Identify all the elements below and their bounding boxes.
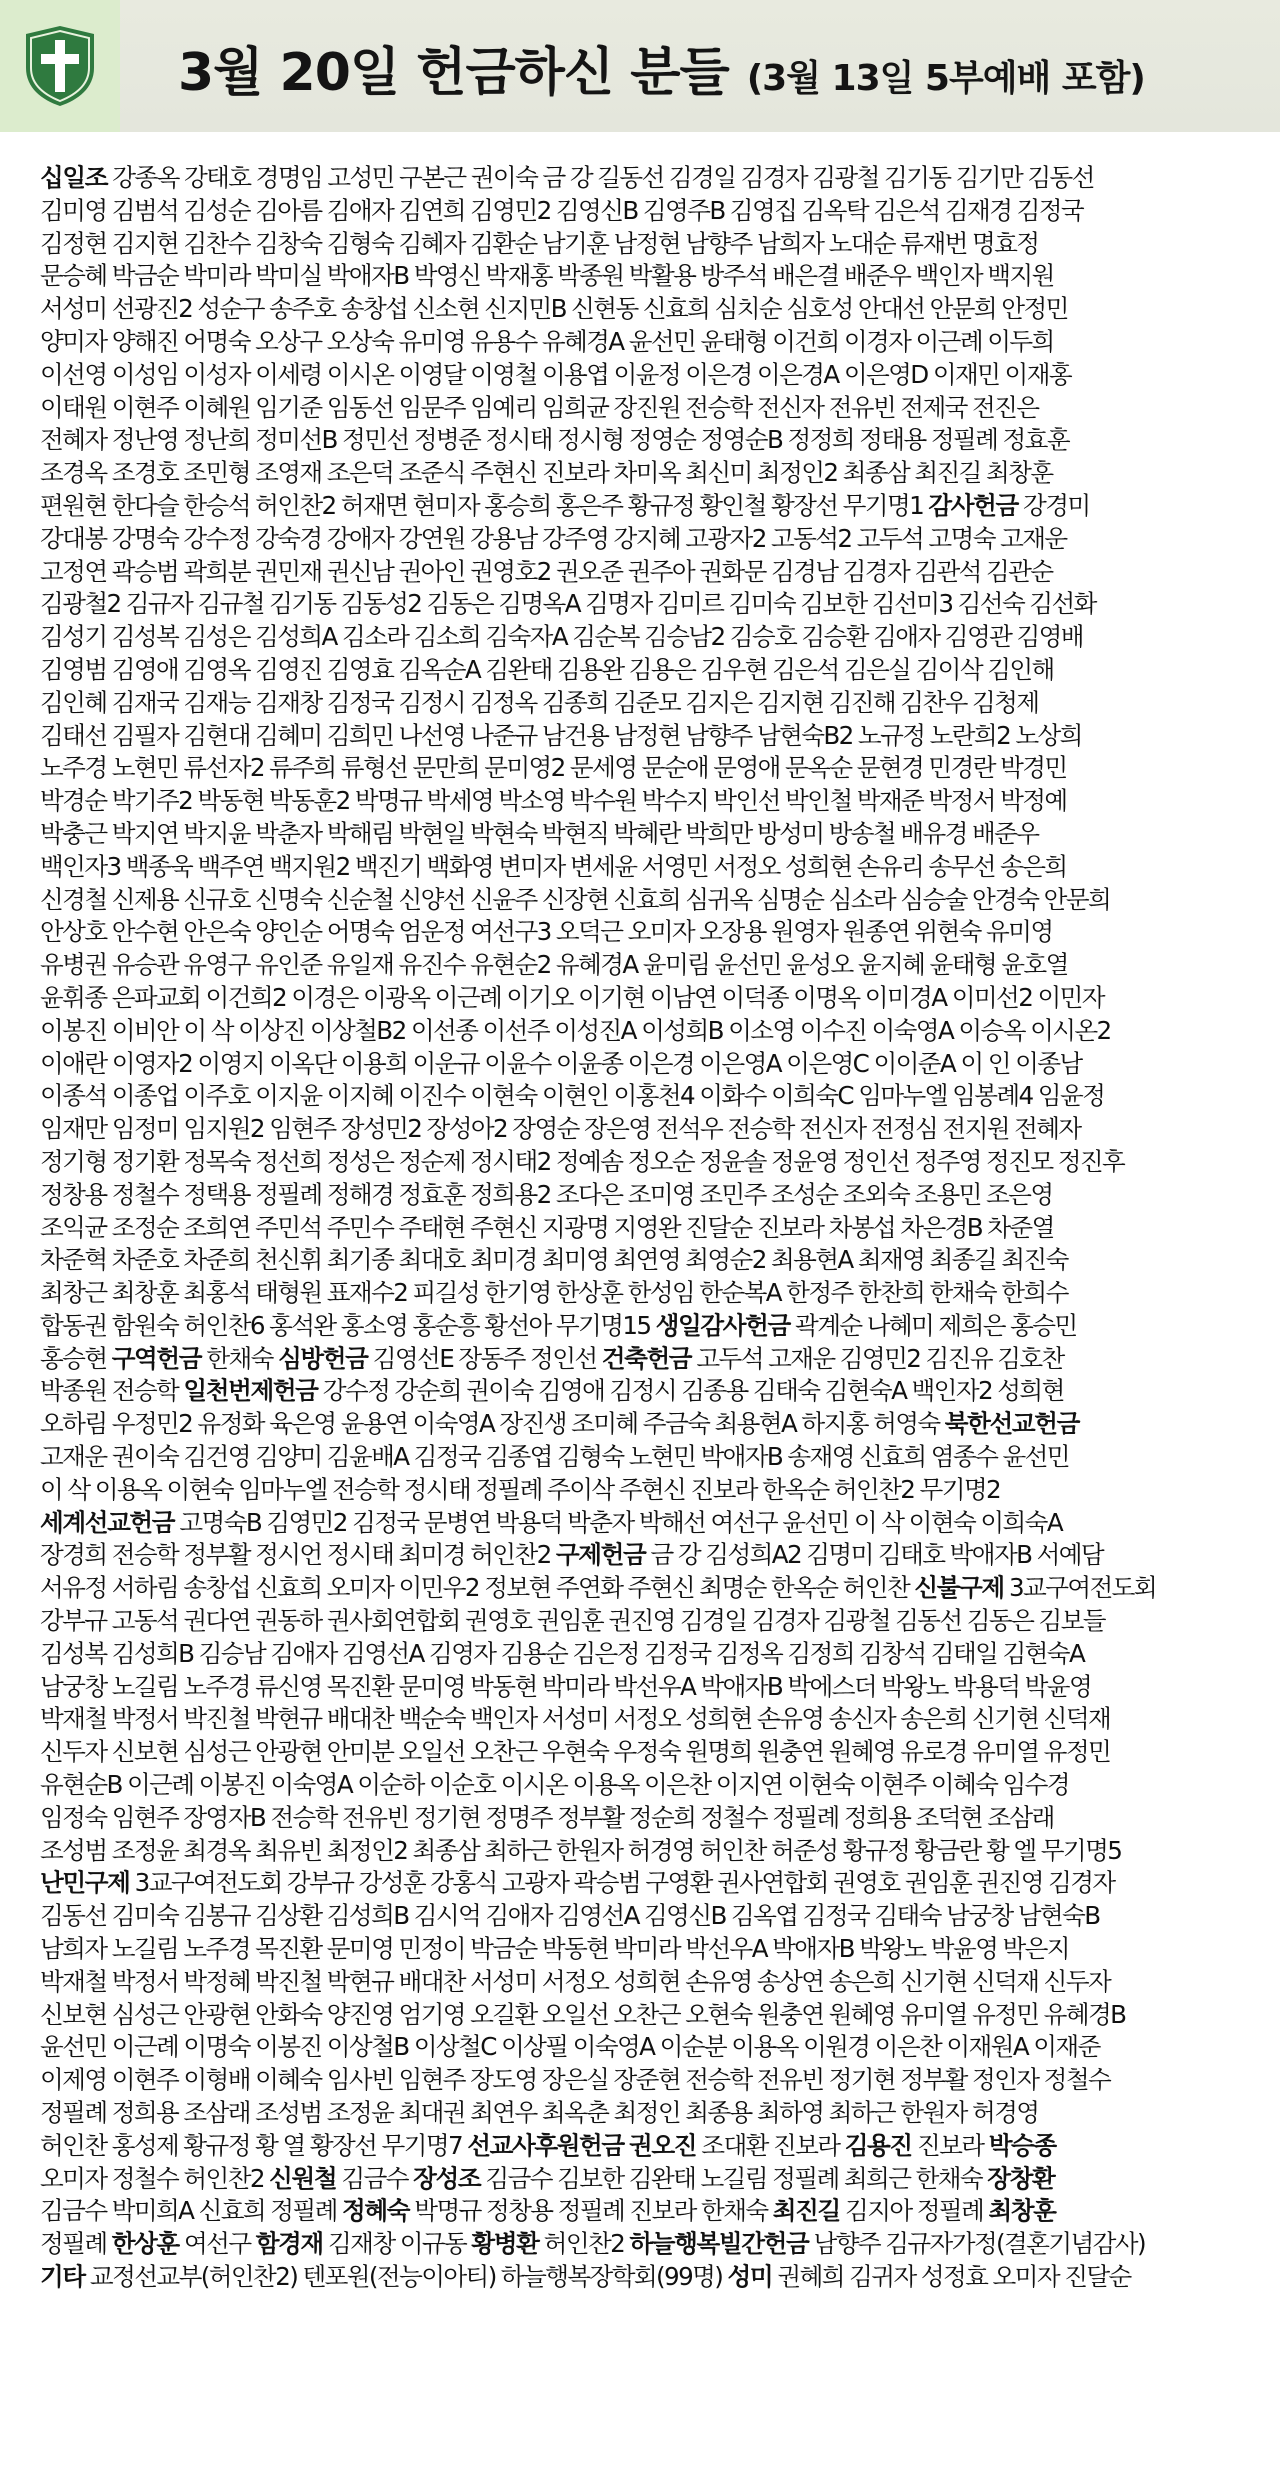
offering-category: 장창환: [987, 2163, 1055, 2193]
donor-names: 임정숙 임현주 장영자B 전승학 전유빈 정기현 정명주 정부활 정순희 정철수 정필례 정희용 조덕현 조삼래: [40, 1802, 1054, 1832]
donor-names: 박충근 박지연 박지윤 박춘자 박해림 박현일 박현숙 박현직 박혜란 박희만 방성미 방송철 배유경 배준우: [40, 818, 1039, 848]
donor-names: 강종옥 강태호 경명임 고성민 구본근 권이숙 금 강 길동선 김경일 김경자 김광철 김기동 김기만 김동선: [107, 163, 1094, 192]
donor-names: 윤선민 이근례 이명숙 이봉진 이상철B 이상철C 이상필 이숙영A 이순분 이용옥 이원경 이은찬 이재원A 이재준: [40, 2032, 1100, 2062]
donor-line: [40, 1736, 1255, 1769]
donor-line: [40, 195, 1255, 228]
offering-category: 북한선교헌금: [944, 1409, 1079, 1439]
donor-names: 강수정 강순희 권이숙 김영애 김정시 김종용 김태숙 김현숙A 백인자2 성희현: [317, 1376, 1064, 1406]
donor-line: [40, 752, 1255, 785]
offering-category: 최진길: [772, 2196, 840, 2226]
donor-names: 강부규 고동석 권다연 권동하 권사회연합회 권영호 권임훈 권진영 김경일 김경자 김광철 김동선 김동은 김보들: [40, 1606, 1105, 1636]
donor-names: 고두석 고재운 김영민2 김진유 김호찬: [691, 1343, 1064, 1373]
title-text: 3월 20일 헌금하신 분들: [178, 43, 729, 103]
donor-line: [40, 1769, 1255, 1802]
offering-category: 선교사후원헌금: [467, 2130, 624, 2160]
offering-category: 정혜숙: [342, 2196, 410, 2226]
donor-line: [40, 949, 1255, 982]
donor-names: 서성미 선광진2 성순구 송주호 송창섭 신소현 신지민B 신현동 신효희 심치순 심호성 안대선 안문희 안정민: [40, 294, 1068, 324]
donor-line: [40, 687, 1255, 720]
donor-line: [40, 2064, 1255, 2097]
donor-names: 홍승현: [40, 1343, 112, 1373]
donor-names: 정창용 정철수 정택용 정필례 정해경 정효훈 정희용2 조다은 조미영 조민주 조성순 조외숙 조용민 조은영: [40, 1179, 1053, 1209]
donor-names: 김지아 정필례: [839, 2196, 989, 2226]
offering-category: 김용진: [844, 2130, 912, 2160]
donor-names: 김광철2 김규자 김규철 김기동 김동성2 김동은 김명옥A 김명자 김미르 김미숙 김보한 김선미3 김선숙 김선화: [40, 589, 1096, 619]
donor-names: 전혜자 정난영 정난희 정미선B 정민선 정병준 정시태 정시형 정영순 정영순B 정정희 정태용 정필례 정효훈: [40, 425, 1069, 455]
donor-names: 신경철 신제용 신규호 신명숙 신순철 신양선 신윤주 신장현 신효희 심귀옥 심명순 심소라 심승술 안경숙 안문희: [40, 884, 1111, 914]
donor-names: 김성기 김성복 김성은 김성희A 김소라 김소희 김숙자A 김순복 김승남2 김승호 김승환 김애자 김영관 김영배: [40, 622, 1083, 652]
donor-line: [40, 2130, 1255, 2163]
donor-line: [40, 1146, 1255, 1179]
donor-names: 김성복 김성희B 김승남 김애자 김영선A 김영자 김용순 김은정 김정국 김정옥 김정희 김창석 김태일 김현숙A: [40, 1638, 1085, 1668]
donor-names: 김영선E 장동주 정인선: [367, 1343, 602, 1373]
donor-line: [40, 293, 1255, 326]
donor-names: 교정선교부(허인찬2) 텐포원(전능이아티) 하늘행복장학회(99명): [84, 2262, 728, 2291]
donor-names: 이종석 이종업 이주호 이지윤 이지혜 이진수 이현숙 이현인 이홍천4 이화수 이희숙C 임마누엘 임봉례4 임윤정: [40, 1081, 1105, 1111]
donor-line: [40, 1933, 1255, 1966]
donor-names: 고명숙B 김영민2 김정국 문병연 박용덕 박춘자 박해선 여선구 윤선민 이 삭 이현숙 이희숙A: [174, 1507, 1063, 1537]
donor-line: [40, 1244, 1255, 1277]
donor-line: [40, 162, 1255, 195]
donor-line: [40, 1212, 1255, 1245]
donor-line: [40, 490, 1255, 523]
donor-names: 박명규 정창용 정필례 진보라 한채숙: [409, 2196, 773, 2226]
page-title: [178, 30, 1145, 105]
offering-category: 신불구제: [914, 1573, 1004, 1603]
donor-names: 정필례 정희용 조삼래 조성범 조정윤 최대권 최연우 최옥춘 최정인 최종용 최하영 최하근 한원자 허경영: [40, 2098, 1039, 2128]
donor-names: 노주경 노현민 류선자2 류주희 류형선 문만희 문미영2 문세영 문순애 문영애 문옥순 문현경 민경란 박경민: [40, 753, 1067, 783]
donor-names: 이애란 이영자2 이영지 이옥단 이용희 이운규 이윤수 이윤종 이은경 이은영A 이은영C 이이준A 이 인 이종남: [40, 1048, 1082, 1078]
donor-line: [40, 326, 1255, 359]
offering-category: 심방헌금: [278, 1343, 368, 1373]
donor-names: 서유정 서하림 송창섭 신효희 오미자 이민우2 정보현 주연화 주현신 최명순 한옥순 허인찬: [40, 1573, 915, 1603]
donor-line: [40, 523, 1255, 556]
offering-category: 구역헌금: [111, 1343, 202, 1373]
donor-line: [40, 1900, 1255, 1933]
donor-names: 정기형 정기환 정목숙 정선희 정성은 정순제 정시태2 정예솜 정오순 정윤솔 정윤영 정인선 정주영 정진모 정진후: [40, 1146, 1125, 1176]
donor-names: 차준혁 차준호 차준희 천신휘 최기종 최대호 최미경 최미영 최연영 최영순2 최용현A 최재영 최종길 최진숙: [40, 1245, 1068, 1275]
donor-line: [40, 2163, 1255, 2196]
logo-box: [0, 0, 120, 132]
donor-line: [40, 1605, 1255, 1638]
donor-names: 김재창 이규동: [322, 2229, 472, 2259]
donor-names: 윤휘종 은파교회 이건희2 이경은 이광옥 이근례 이기오 이기현 이남연 이덕종 이명옥 이미경A 이미선2 이민자: [40, 982, 1104, 1012]
donor-line: [40, 1080, 1255, 1113]
offering-category: 함경재: [255, 2229, 323, 2259]
donor-names: 문승혜 박금순 박미라 박미실 박애자B 박영신 박재홍 박종원 박활용 방주석 배은결 배준우 백인자 백지원: [40, 261, 1054, 291]
donor-line: [40, 1999, 1255, 2032]
donor-names: 편원현 한다슬 한승석 허인찬2 허재면 현미자 홍승희 홍은주 황규정 황인철 황장선 무기명1: [40, 490, 929, 520]
donor-line: [40, 982, 1255, 1015]
donor-line: [40, 1867, 1255, 1900]
donor-names: 조경옥 조경호 조민형 조영재 조은덕 조준식 주현신 진보라 차미옥 최신미 최정인2 최종삼 최진길 최창훈: [40, 458, 1053, 488]
donor-names: 남향주 김규자가정(결혼기념감사): [808, 2229, 1145, 2259]
donor-names: 이제영 이현주 이형배 이혜숙 임사빈 임현주 장도영 장은실 장준현 전승학 전유빈 정기현 정부활 정인자 정철수: [40, 2065, 1111, 2095]
donor-line: [40, 1113, 1255, 1146]
donor-names: 권혜희 김귀자 성정효 오미자 진달순: [772, 2262, 1131, 2291]
donor-names: 조익균 조정순 조희연 주민석 주민수 주태현 주현신 지광명 지영완 진달순 진보라 차봉섭 차은경B 차준열: [40, 1212, 1054, 1242]
donor-line: [40, 2195, 1255, 2228]
donor-line: [40, 457, 1255, 490]
donor-names: 김영범 김영애 김영옥 김영진 김영효 김옥순A 김완태 김용완 김용은 김우현 김은석 김은실 김이삭 김인해: [40, 654, 1054, 684]
offering-category: 기타: [40, 2262, 85, 2291]
offering-category: 박승종: [988, 2130, 1056, 2160]
donor-line: [40, 2031, 1255, 2064]
donor-names: 진보라: [911, 2130, 989, 2160]
donor-names: 김정현 김지현 김찬수 김창숙 김형숙 김혜자 김환순 남기훈 남정현 남향주 남희자 노대순 류재번 명효정: [40, 228, 1039, 258]
donor-names: 강경미: [1017, 490, 1090, 520]
offering-category: 십일조: [40, 163, 108, 192]
donor-line: [40, 1802, 1255, 1835]
donor-names: 이태원 이현주 이혜원 임기준 임동선 임문주 임예리 임희균 장진원 전승학 전신자 전유빈 전제국 전진은: [40, 392, 1039, 422]
donor-line: [40, 2228, 1255, 2261]
donor-names: 신보현 심성근 안광현 안화숙 양진영 엄기영 오길환 오일선 오찬근 오현숙 원충연 원혜영 유미열 유정민 유혜경B: [40, 1999, 1126, 2029]
donor-names: 김태선 김필자 김현대 김혜미 김희민 나선영 나준규 남건용 남정현 남향주 남현숙B2 노규정 노란희2 노상희: [40, 720, 1082, 750]
donor-names: 합동권 함원숙 허인찬6 홍석완 홍소영 홍순흥 황선아 무기명15: [40, 1310, 656, 1340]
title-area: [120, 0, 1280, 132]
donor-line: [40, 654, 1255, 687]
donor-names: 정필례: [40, 2229, 112, 2259]
donor-line: [40, 1310, 1255, 1343]
donor-line: [40, 1966, 1255, 1999]
offering-category: 세계선교헌금: [40, 1507, 175, 1537]
donor-names: 고재운 권이숙 김건영 김양미 김윤배A 김정국 김종엽 김형숙 노현민 박애자B 송재영 신효희 염종수 윤선민: [40, 1442, 1069, 1472]
donor-names: 이선영 이성임 이성자 이세령 이시온 이영달 이영철 이용엽 이윤정 이은경 이은경A 이은영D 이재민 이재홍: [40, 359, 1072, 389]
donor-line: [40, 1671, 1255, 1704]
donor-names: 김금수 박미희A 신효희 정필례: [40, 2196, 342, 2226]
donor-names: 남희자 노길림 노주경 목진환 문미영 민정이 박금순 박동현 박미라 박선우A 박애자B 박왕노 박윤영 박은지: [40, 1934, 1069, 1964]
offering-category: 하늘행복빌간헌금: [629, 2229, 809, 2259]
donor-line: [40, 1703, 1255, 1736]
offering-category: 황병환: [471, 2229, 539, 2259]
donor-names: 허인찬 홍성제 황규정 황 열 황장선 무기명7: [40, 2130, 468, 2160]
donor-line: [40, 1277, 1255, 1310]
donor-names: 박경순 박기주2 박동현 박동훈2 박명규 박세영 박소영 박수원 박수지 박인선 박인철 박재준 박정서 박정예: [40, 786, 1067, 816]
donor-names: 강대봉 강명숙 강수정 강숙경 강애자 강연원 강용남 강주영 강지혜 고광자2 고동석2 고두석 고명숙 고재운: [40, 523, 1067, 553]
donor-names: 박재철 박정서 박진철 박현규 배대찬 백순숙 백인자 서성미 서정오 성희현 손유영 송신자 송은희 신기현 신덕재: [40, 1704, 1111, 1734]
donor-names: 유현순B 이근례 이봉진 이숙영A 이순하 이순호 이시온 이용옥 이은찬 이지연 이현숙 이현주 이혜숙 임수경: [40, 1770, 1069, 1800]
donor-names: 임재만 임정미 임지원2 임현주 장성민2 장성아2 장영순 장은영 전석우 전승학 전신자 전정심 전지원 전혜자: [40, 1114, 1081, 1144]
donor-names: 박종원 전승학: [40, 1376, 184, 1406]
donor-names: 최창근 최창훈 최홍석 태형원 표재수2 피길성 한기영 한상훈 한성임 한순복A 한정주 한찬희 한채숙 한희수: [40, 1278, 1068, 1308]
donor-names: 김금수: [336, 2163, 414, 2193]
offering-category: 건축헌금: [601, 1343, 692, 1373]
donor-line: [40, 424, 1255, 457]
donor-names: 곽계순 나혜미 제희은 홍승민: [789, 1310, 1077, 1340]
offering-category: 권오진: [629, 2130, 697, 2160]
donor-line: [40, 1507, 1255, 1540]
donor-line: [40, 1048, 1255, 1081]
donor-line: [40, 1835, 1255, 1868]
offering-category: 생일감사헌금: [655, 1310, 790, 1340]
donor-line: [40, 916, 1255, 949]
donor-names: 3교구여전도회 강부규 강성훈 강홍식 고광자 곽승범 구영환 권사연합회 권영호 권임훈 권진영 김경자: [129, 1868, 1115, 1898]
donor-names: 허인찬2: [538, 2229, 630, 2259]
donor-names: 오미자 정철수 허인찬2: [40, 2163, 270, 2193]
donor-names: 남궁창 노길림 노주경 류신영 목진환 문미영 박동현 박미라 박선우A 박애자B 박에스더 박왕노 박용덕 박윤영: [40, 1671, 1092, 1701]
donor-line: [40, 1375, 1255, 1408]
offering-category: 감사헌금: [928, 490, 1018, 520]
offering-category: 성미: [727, 2262, 773, 2291]
donor-names: 유병권 유승관 유영구 유인준 유일재 유진수 유현순2 유혜경A 윤미림 윤선민 윤성오 윤지혜 윤태형 윤호열: [40, 950, 1068, 980]
donor-line: [40, 1474, 1255, 1507]
offering-category: 장성조: [413, 2163, 481, 2193]
donor-line: [40, 1408, 1255, 1441]
donor-line: [40, 2097, 1255, 2130]
donor-line: [40, 621, 1255, 654]
donor-line: [40, 392, 1255, 425]
donor-names: 한채숙: [201, 1343, 279, 1373]
offering-category: 일천번제헌금: [183, 1376, 318, 1406]
offering-category: 한상훈: [111, 2229, 179, 2259]
donor-line: [40, 260, 1255, 293]
donor-names: 고정연 곽승범 곽희분 권민재 권신남 권아인 권영호2 권오준 권주아 권화문 김경남 김경자 김관석 김관순: [40, 556, 1053, 586]
donor-line: [40, 720, 1255, 753]
page-subtitle: (3월 13일 5부예배 포함): [746, 58, 1145, 99]
donor-line: [40, 1572, 1255, 1605]
offering-category: 난민구제: [40, 1868, 130, 1898]
donor-line: [40, 2261, 1255, 2294]
donor-line: [40, 884, 1255, 917]
donor-names: 김미영 김범석 김성순 김아름 김애자 김연희 김영민2 김영신B 김영주B 김영집 김옥탁 김은석 김재경 김정국: [40, 195, 1084, 225]
header: [0, 0, 1280, 135]
donor-line: [40, 1343, 1255, 1376]
donor-names: 백인자3 백종욱 백주연 백지원2 백진기 백화영 변미자 변세윤 서영민 서정오 성희현 손유리 송무선 송은희: [40, 851, 1067, 881]
donor-names: 이 삭 이용옥 이현숙 임마누엘 전승학 정시태 정필례 주이삭 주현신 진보라 한옥순 허인찬2 무기명2: [40, 1474, 1001, 1504]
donor-line: [40, 1441, 1255, 1474]
donor-names: 김동선 김미숙 김봉규 김상환 김성희B 김시억 김애자 김영선A 김영신B 김옥엽 김정국 김태숙 남궁창 남현숙B: [40, 1901, 1100, 1931]
donor-names: 조대환 진보라: [696, 2130, 845, 2160]
donor-line: [40, 1539, 1255, 1572]
cross-shield-icon: [22, 24, 98, 108]
donor-line: [40, 1015, 1255, 1048]
donor-line: [40, 1179, 1255, 1212]
donor-line: [40, 588, 1255, 621]
donor-names: 이봉진 이비안 이 삭 이상진 이상철B2 이선종 이선주 이성진A 이성희B 이소영 이수진 이숙영A 이승옥 이시온2: [40, 1015, 1111, 1045]
donor-names: 오하림 우정민2 유정화 육은영 윤용연 이숙영A 장진생 조미혜 주금숙 최용현A 하지홍 허영숙: [40, 1409, 945, 1439]
donor-line: [40, 851, 1255, 884]
donor-line: [40, 359, 1255, 392]
donor-names: 여선구: [178, 2229, 256, 2259]
donor-line: [40, 228, 1255, 261]
offering-category: 신원철: [269, 2163, 337, 2193]
donor-list: [40, 162, 1255, 2294]
donor-line: [40, 556, 1255, 589]
donor-names: 박재철 박정서 박정혜 박진철 박현규 배대찬 서성미 서정오 성희현 손유영 송상연 송은희 신기현 신덕재 신두자: [40, 1966, 1111, 1996]
offering-category: 구제헌금: [555, 1540, 646, 1570]
offering-category: 최창훈: [988, 2196, 1056, 2226]
donor-names: 장경희 전승학 정부활 정시언 정시태 최미경 허인찬2: [40, 1540, 556, 1570]
donor-names: 김금수 김보한 김완태 노길림 정필례 최희근 한채숙: [480, 2163, 988, 2193]
donor-line: [40, 818, 1255, 851]
donor-names: 3교구여전도회: [1003, 1573, 1156, 1603]
donor-line: [40, 785, 1255, 818]
donor-names: 김인혜 김재국 김재능 김재창 김정국 김정시 김정옥 김종희 김준모 김지은 김지현 김진해 김찬우 김청제: [40, 687, 1039, 717]
donor-names: 조성범 조정윤 최경옥 최유빈 최정인2 최종삼 최하근 한원자 허경영 허인찬 허준성 황규정 황금란 황 엘 무기명5: [40, 1835, 1122, 1865]
donor-names: 양미자 양해진 어명숙 오상구 오상숙 유미영 유용수 유혜경A 윤선민 윤태형 이건희 이경자 이근례 이두희: [40, 326, 1054, 356]
donor-names: 안상호 안수현 안은숙 양인순 어명숙 엄운정 여선구3 오덕근 오미자 오장용 원영자 원종연 위현숙 유미영: [40, 917, 1053, 947]
donor-names: 신두자 신보현 심성근 안광현 안미분 오일선 오찬근 우현숙 우정숙 원명희 원충연 원혜영 유로경 유미열 유정민: [40, 1737, 1111, 1767]
donor-line: [40, 1638, 1255, 1671]
donor-names: 금 강 김성희A2 김명미 김태호 박애자B 서예담: [645, 1540, 1104, 1570]
